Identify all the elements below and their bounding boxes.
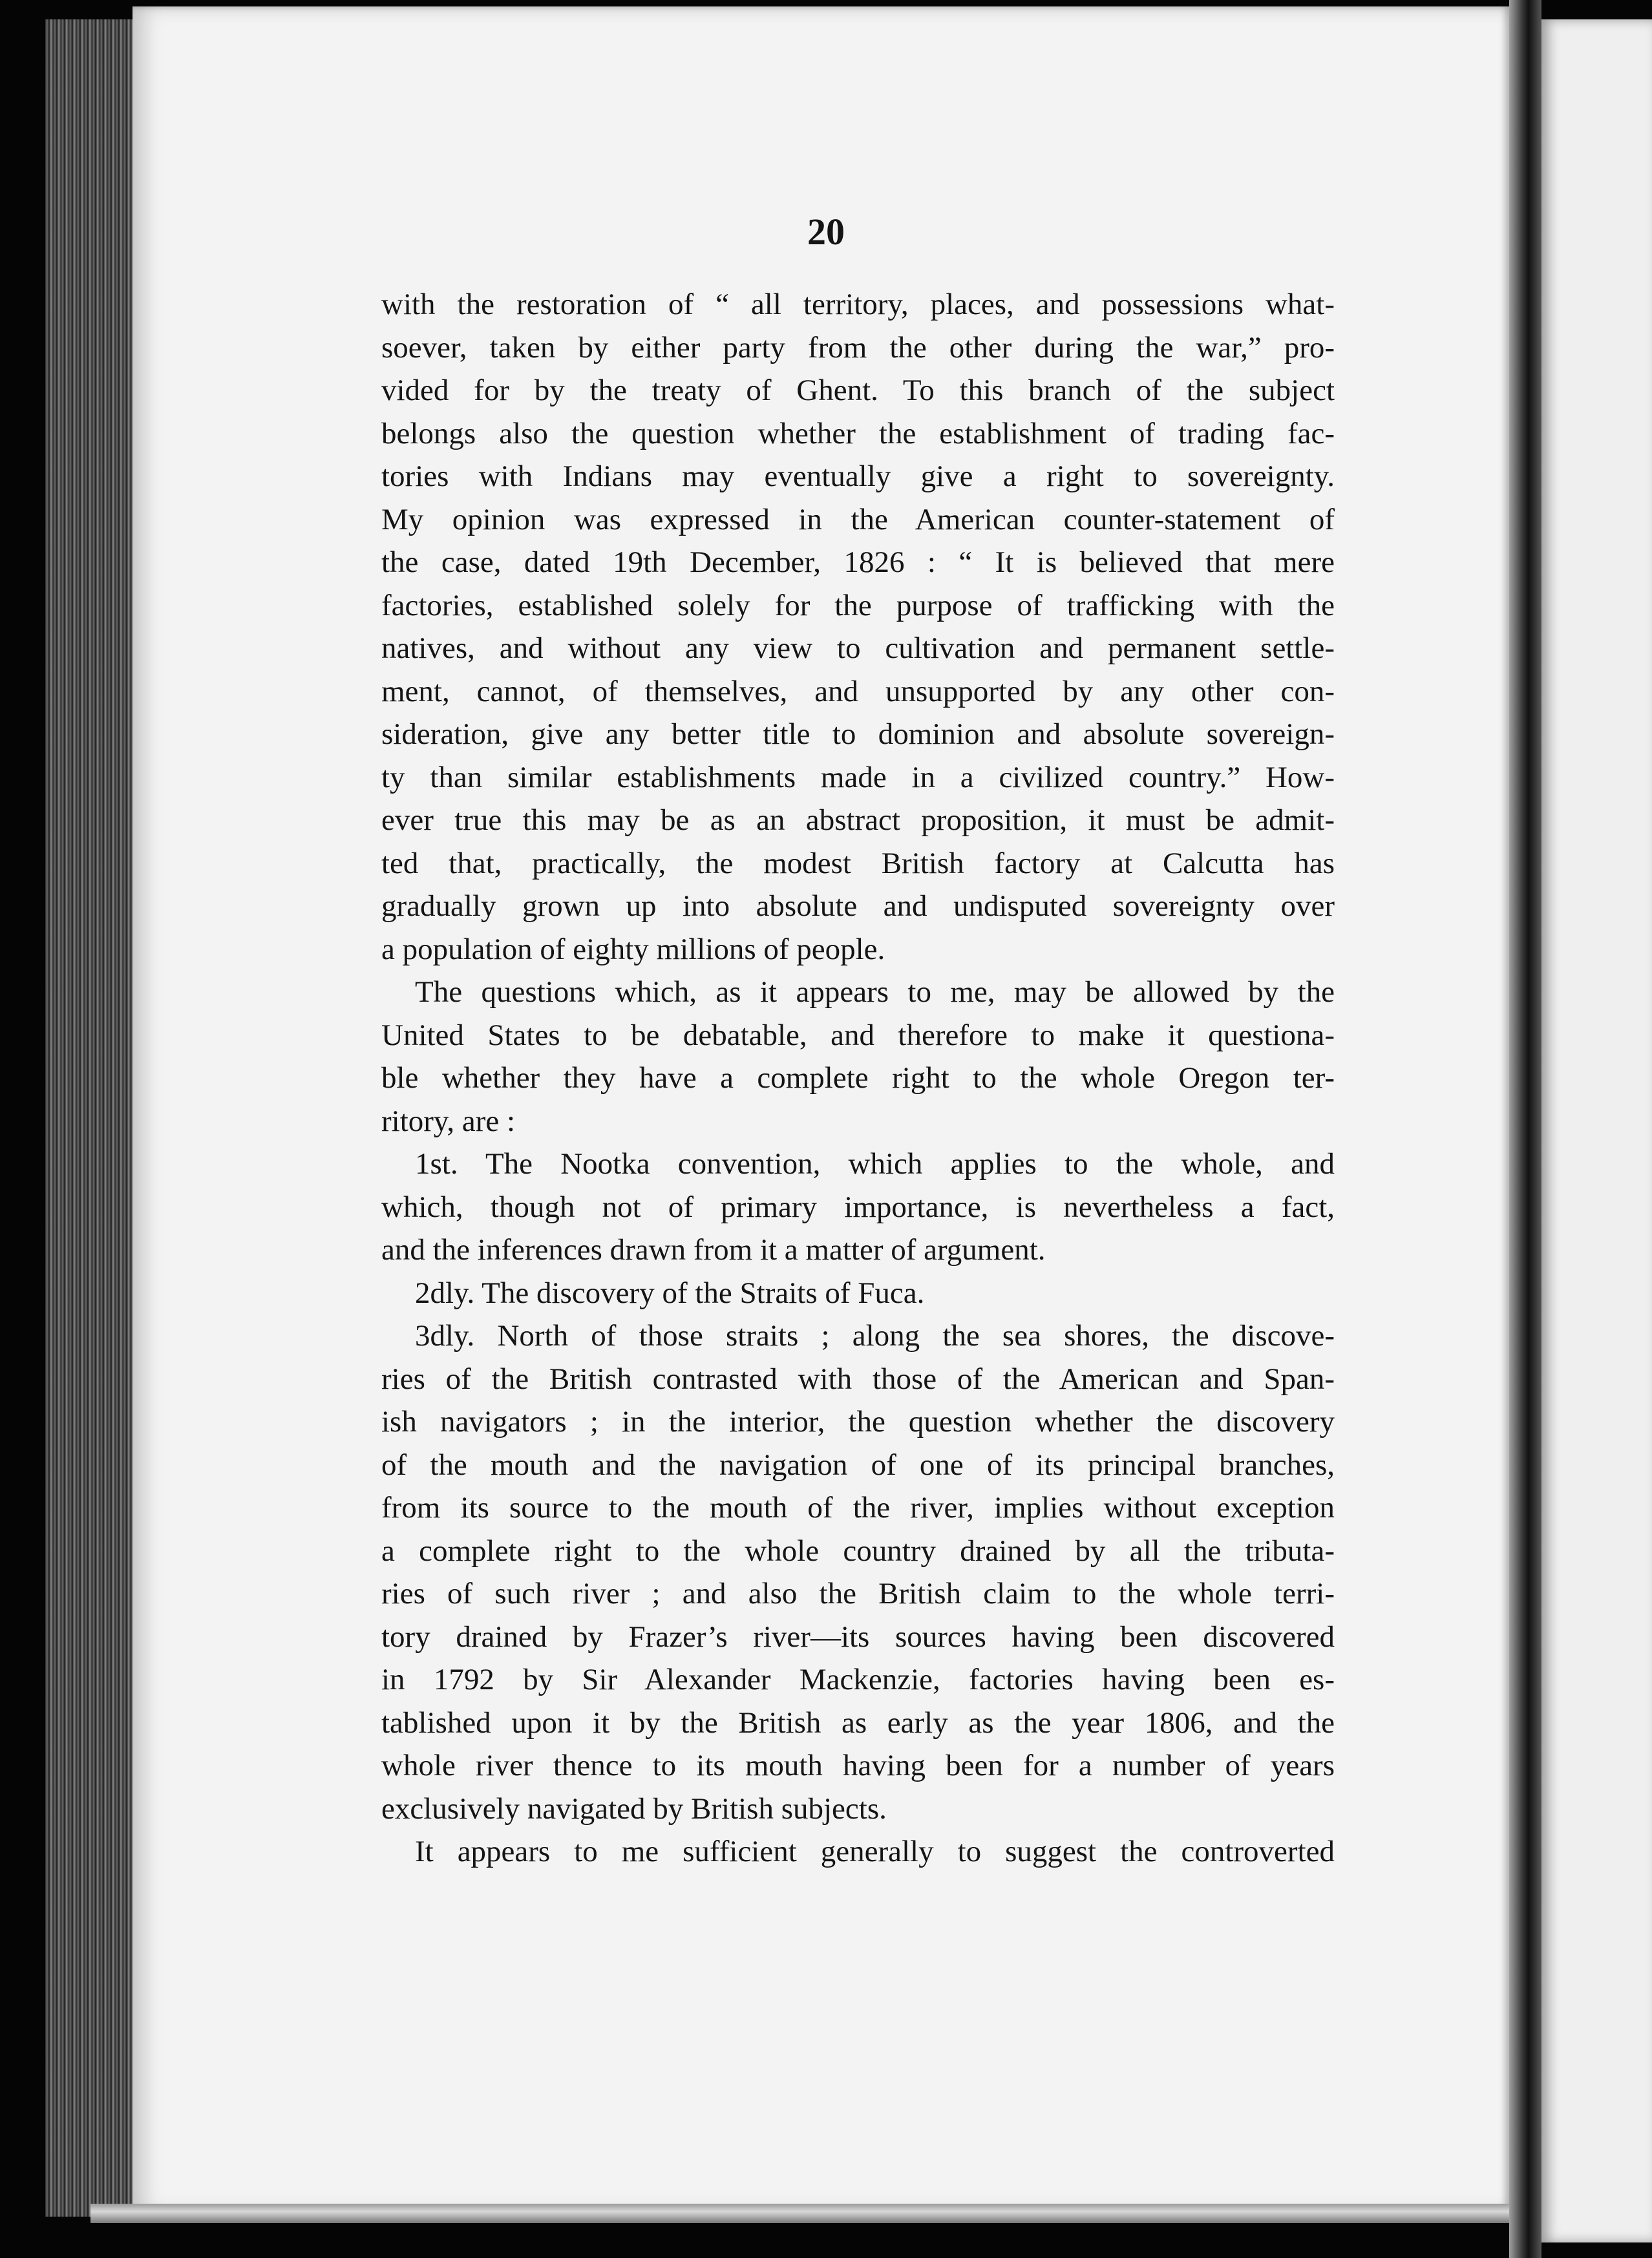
text-line: 2dly. The discovery of the Straits of Fuca. <box>415 1276 925 1310</box>
paragraph <box>381 1143 1335 1272</box>
text-line: My opinion was expressed in the American counter-statement of <box>381 502 1335 536</box>
paragraph <box>381 1830 1335 1873</box>
text-line: 3dly. North of those straits ; along the sea shores, the discove- <box>415 1319 1335 1353</box>
page-number: 20 <box>807 211 845 253</box>
paragraph <box>381 1272 1335 1315</box>
paragraph <box>381 283 1335 971</box>
paragraph <box>381 1314 1335 1830</box>
text-line: with the restoration of “ all territory, places, and possessions what- <box>381 288 1335 321</box>
text-line: the case, dated 19th December, 1826 : “ It is believed that mere <box>381 545 1335 579</box>
text-line: sideration, give any better title to dominion and absolute sovereign- <box>381 717 1335 751</box>
text-line: ted that, practically, the modest British factory at Calcutta has <box>381 846 1335 880</box>
body-text <box>381 283 1335 1873</box>
text-line: ment, cannot, of themselves, and unsupported by any other con- <box>381 674 1335 708</box>
text-line: 1st. The Nootka convention, which applies to the whole, and <box>415 1147 1335 1181</box>
text-line: It appears to me sufficient generally to suggest the controverted <box>415 1835 1335 1868</box>
text-line: tablished upon it by the British as early as the year 1806, and the <box>381 1705 1335 1740</box>
text-line: and the inferences drawn from it a matter of argument. <box>381 1233 1046 1267</box>
text-line: natives, and without any view to cultivation and permanent settle- <box>381 631 1335 665</box>
text-line: exclusively navigated by British subjects. <box>381 1791 887 1826</box>
text-line: vided for by the treaty of Ghent. To this branch of the subject <box>381 374 1335 407</box>
text-line: in 1792 by Sir Alexander Mackenzie, factories having been es- <box>381 1663 1335 1696</box>
text-line: The questions which, as it appears to me, may be allowed by the <box>415 975 1335 1009</box>
text-line: ritory, are : <box>381 1104 516 1138</box>
text-line: gradually grown up into absolute and undisputed sovereignty over <box>381 889 1335 923</box>
text-line: belongs also the question whether the establishment of trading fac- <box>381 416 1335 450</box>
text-line: ble whether they have a complete right to the whole Oregon ter- <box>381 1061 1335 1095</box>
adjacent-page <box>1541 19 1652 2242</box>
text-line: a complete right to the whole country drained by all the tributa- <box>381 1534 1335 1568</box>
text-line: ries of the British contrasted with those of the American and Span- <box>381 1362 1335 1396</box>
text-line: whole river thence to its mouth having been for a number of years <box>381 1749 1335 1782</box>
text-line: factories, established solely for the purpose of trafficking with the <box>381 588 1335 622</box>
text-line: which, though not of primary importance, is nevertheless a fact, <box>381 1190 1335 1224</box>
book-binding-edge <box>45 19 142 2217</box>
text-line: of the mouth and the navigation of one of its principal branches, <box>381 1448 1335 1482</box>
text-line: tories with Indians may eventually give a right to sovereignty. <box>381 459 1335 493</box>
text-line: tory drained by Frazer’s river—its sources having been discovered <box>381 1620 1335 1654</box>
page-bottom-edge <box>90 2204 1512 2223</box>
book-gutter <box>1509 0 1541 2258</box>
text-line: from its source to the mouth of the river, implies without exception <box>381 1491 1335 1525</box>
text-line: ty than similar establishments made in a civilized country.” How- <box>381 760 1335 794</box>
text-line: United States to be debatable, and therefore to make it questiona- <box>381 1018 1335 1052</box>
text-line: soever, taken by either party from the other during the war,” pro- <box>381 330 1335 364</box>
paragraph <box>381 971 1335 1143</box>
text-line: ries of such river ; and also the British claim to the whole terri- <box>381 1577 1335 1610</box>
text-line: ever true this may be as an abstract proposition, it must be admit- <box>381 803 1335 837</box>
text-line: a population of eighty millions of people. <box>381 932 885 966</box>
text-line: ish navigators ; in the interior, the question whether the discovery <box>381 1405 1335 1439</box>
